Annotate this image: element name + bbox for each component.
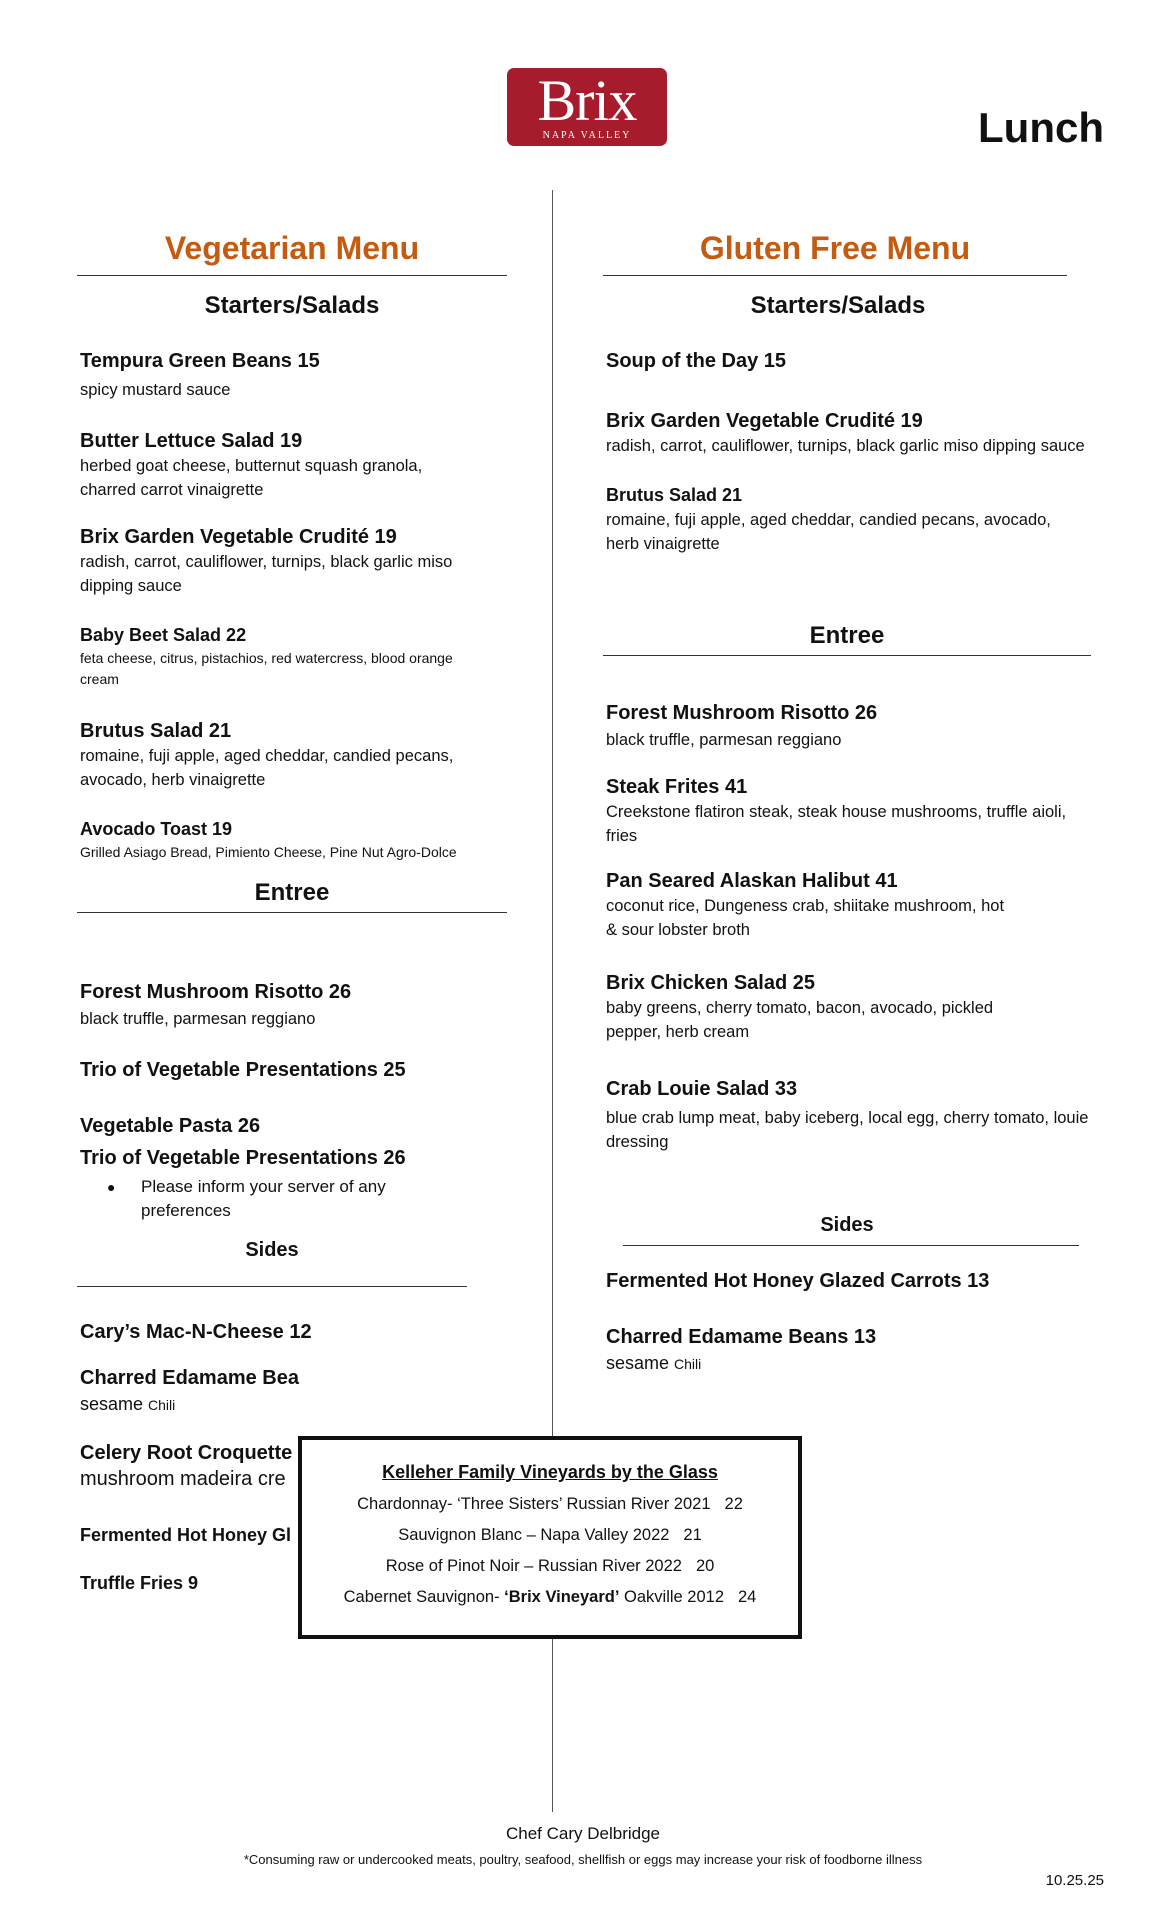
- wine-price: 24: [738, 1588, 757, 1606]
- item-name: Pan Seared Alaskan Halibut 41: [606, 870, 898, 892]
- vegetarian-entree-heading: Entree: [77, 879, 507, 913]
- wine-name: Rose of Pinot Noir – Russian River 2022: [385, 1557, 682, 1575]
- item-name: Brix Garden Vegetable Crudité 19: [606, 410, 923, 432]
- bullet-icon: ●: [107, 1179, 116, 1195]
- item-name: Cary’s Mac-N-Cheese 12: [80, 1321, 312, 1343]
- meal-title: Lunch: [978, 104, 1104, 151]
- item-name: Celery Root Croquette: [80, 1442, 293, 1464]
- vegetarian-menu-title: Vegetarian Menu: [77, 230, 507, 276]
- logo-wordmark: Brix: [537, 68, 637, 133]
- gluten-free-sides-heading: Sides: [820, 1214, 874, 1236]
- wine-item: [302, 1495, 798, 1514]
- sides-rule: [623, 1245, 1079, 1246]
- item-description: [80, 1391, 507, 1418]
- wine-item: [302, 1588, 798, 1607]
- menu-item: [603, 348, 1093, 374]
- chef-name: Chef Cary Delbridge: [505, 1824, 660, 1843]
- item-description: Creekstone flatiron steak, steak house mushrooms, truffle aioli, fries: [606, 803, 1067, 845]
- menu-item: [603, 1268, 1093, 1294]
- wine-by-the-glass-box: [298, 1436, 802, 1639]
- item-name: Brix Garden Vegetable Crudité 19: [80, 526, 397, 548]
- item-description: [606, 1350, 1093, 1377]
- vegetarian-starters-heading: Starters/Salads: [204, 292, 380, 319]
- menu-item: [77, 1365, 507, 1418]
- menu-item: [77, 718, 507, 792]
- menu-item: [77, 524, 507, 598]
- item-name: Brutus Salad 21: [606, 485, 743, 505]
- item-name: Vegetable Pasta 26: [80, 1115, 261, 1137]
- wine-item: [302, 1557, 798, 1576]
- item-name: Fermented Hot Honey Glazed Carrots 13: [606, 1270, 990, 1292]
- entree-note-text: Please inform your server of any preferences: [141, 1177, 386, 1220]
- item-description-chili: Chili: [148, 1397, 176, 1413]
- logo-subtitle: NAPA VALLEY: [542, 130, 632, 141]
- vegetarian-menu: [77, 230, 507, 1596]
- item-description: herbed goat cheese, butternut squash granola, charred carrot vinaigrette: [80, 457, 423, 499]
- brix-logo: [507, 68, 667, 146]
- item-name: Forest Mushroom Risotto 26: [80, 981, 352, 1003]
- item-description: coconut rice, Dungeness crab, shiitake mushroom, hot & sour lobster broth: [606, 897, 1005, 939]
- sides-rule: [77, 1286, 467, 1287]
- item-description: black truffle, parmesan reggiano: [80, 1010, 316, 1028]
- item-name: Trio of Vegetable Presentations 26: [80, 1147, 406, 1169]
- wine-name-part: Oakville 2012: [619, 1588, 724, 1606]
- item-name: Charred Edamame Beans 13: [606, 1326, 877, 1348]
- item-description-main: sesame: [606, 1353, 675, 1373]
- item-name: Baby Beet Salad 22: [80, 625, 247, 645]
- item-name: Charred Edamame Bea: [80, 1367, 299, 1389]
- gluten-free-entree-heading: Entree: [603, 622, 1091, 656]
- item-name: Soup of the Day 15: [606, 350, 787, 372]
- menu-item: [603, 868, 1093, 942]
- item-description: romaine, fuji apple, aged cheddar, candied pecans, avocado, herb vinaigrette: [606, 511, 1051, 553]
- item-description: mushroom madeira cre: [80, 1468, 286, 1490]
- wine-name: Sauvignon Blanc – Napa Valley 2022: [398, 1526, 670, 1544]
- menu-item: [77, 1057, 507, 1083]
- wine-name-part: Cabernet Sauvignon-: [343, 1588, 505, 1606]
- menu-item: [77, 1319, 507, 1345]
- item-name: Fermented Hot Honey Gl: [80, 1525, 292, 1545]
- item-name: Steak Frites 41: [606, 776, 748, 798]
- vegetarian-sides-heading: Sides: [245, 1239, 299, 1261]
- item-description: Grilled Asiago Bread, Pimiento Cheese, Pine Nut Agro-Dolce: [80, 844, 457, 860]
- gluten-free-starters-heading: Starters/Salads: [750, 292, 926, 319]
- item-name: Trio of Vegetable Presentations 25: [80, 1059, 406, 1081]
- wine-item: [302, 1526, 798, 1545]
- item-name: Crab Louie Salad 33: [606, 1078, 798, 1100]
- menu-item: [77, 816, 507, 863]
- gluten-free-menu-title: Gluten Free Menu: [603, 230, 1067, 276]
- menu-item: [77, 1113, 507, 1139]
- wine-name: Chardonnay- ‘Three Sisters’ Russian River 2021: [357, 1495, 711, 1513]
- item-description-chili: Chili: [674, 1356, 702, 1372]
- entree-note: [77, 1175, 507, 1223]
- item-name: Brix Chicken Salad 25: [606, 972, 815, 994]
- item-name: Forest Mushroom Risotto 26: [606, 702, 878, 724]
- menu-item: [77, 428, 507, 502]
- menu-item: [77, 622, 507, 690]
- item-description: spicy mustard sauce: [80, 381, 231, 399]
- menu-date: 10.25.25: [1045, 1872, 1104, 1889]
- item-name: Brutus Salad 21: [80, 720, 232, 742]
- menu-item: [603, 1076, 1093, 1154]
- item-name: Tempura Green Beans 15: [80, 350, 320, 372]
- item-name: Butter Lettuce Salad 19: [80, 430, 303, 452]
- item-description: feta cheese, citrus, pistachios, red watercress, blood orange cream: [80, 650, 453, 687]
- item-description: romaine, fuji apple, aged cheddar, candied pecans, avocado, herb vinaigrette: [80, 747, 454, 789]
- menu-item: [603, 970, 1093, 1044]
- foodborne-disclaimer: *Consuming raw or undercooked meats, poultry, seafood, shellfish or eggs may increase your risk of foodborne illness: [243, 1852, 923, 1867]
- wine-vineyard-name: ‘Brix Vineyard’: [504, 1588, 620, 1606]
- menu-item: [603, 700, 1093, 752]
- menu-item: [77, 1145, 507, 1171]
- item-description: radish, carrot, cauliflower, turnips, black garlic miso dipping sauce: [80, 553, 453, 595]
- wine-price: 20: [695, 1557, 715, 1575]
- wine-title: Kelleher Family Vineyards by the Glass: [382, 1462, 718, 1482]
- item-name: Truffle Fries 9: [80, 1573, 199, 1593]
- menu-item: [603, 482, 1093, 556]
- menu-item: [77, 348, 507, 402]
- item-description: radish, carrot, cauliflower, turnips, black garlic miso dipping sauce: [606, 437, 1085, 455]
- menu-item: [603, 1324, 1093, 1377]
- wine-price: 22: [724, 1495, 743, 1513]
- gluten-free-menu: [603, 230, 1093, 1377]
- item-description: blue crab lump meat, baby iceberg, local egg, cherry tomato, louie dressing: [606, 1109, 1089, 1151]
- item-description-main: sesame: [80, 1394, 149, 1414]
- menu-item: [603, 774, 1093, 848]
- wine-price: 21: [683, 1526, 702, 1544]
- item-description: black truffle, parmesan reggiano: [606, 731, 842, 749]
- item-name: Avocado Toast 19: [80, 819, 233, 839]
- item-description: baby greens, cherry tomato, bacon, avocado, pickled pepper, herb cream: [606, 999, 994, 1041]
- menu-item: [77, 979, 507, 1031]
- menu-item: [603, 408, 1093, 458]
